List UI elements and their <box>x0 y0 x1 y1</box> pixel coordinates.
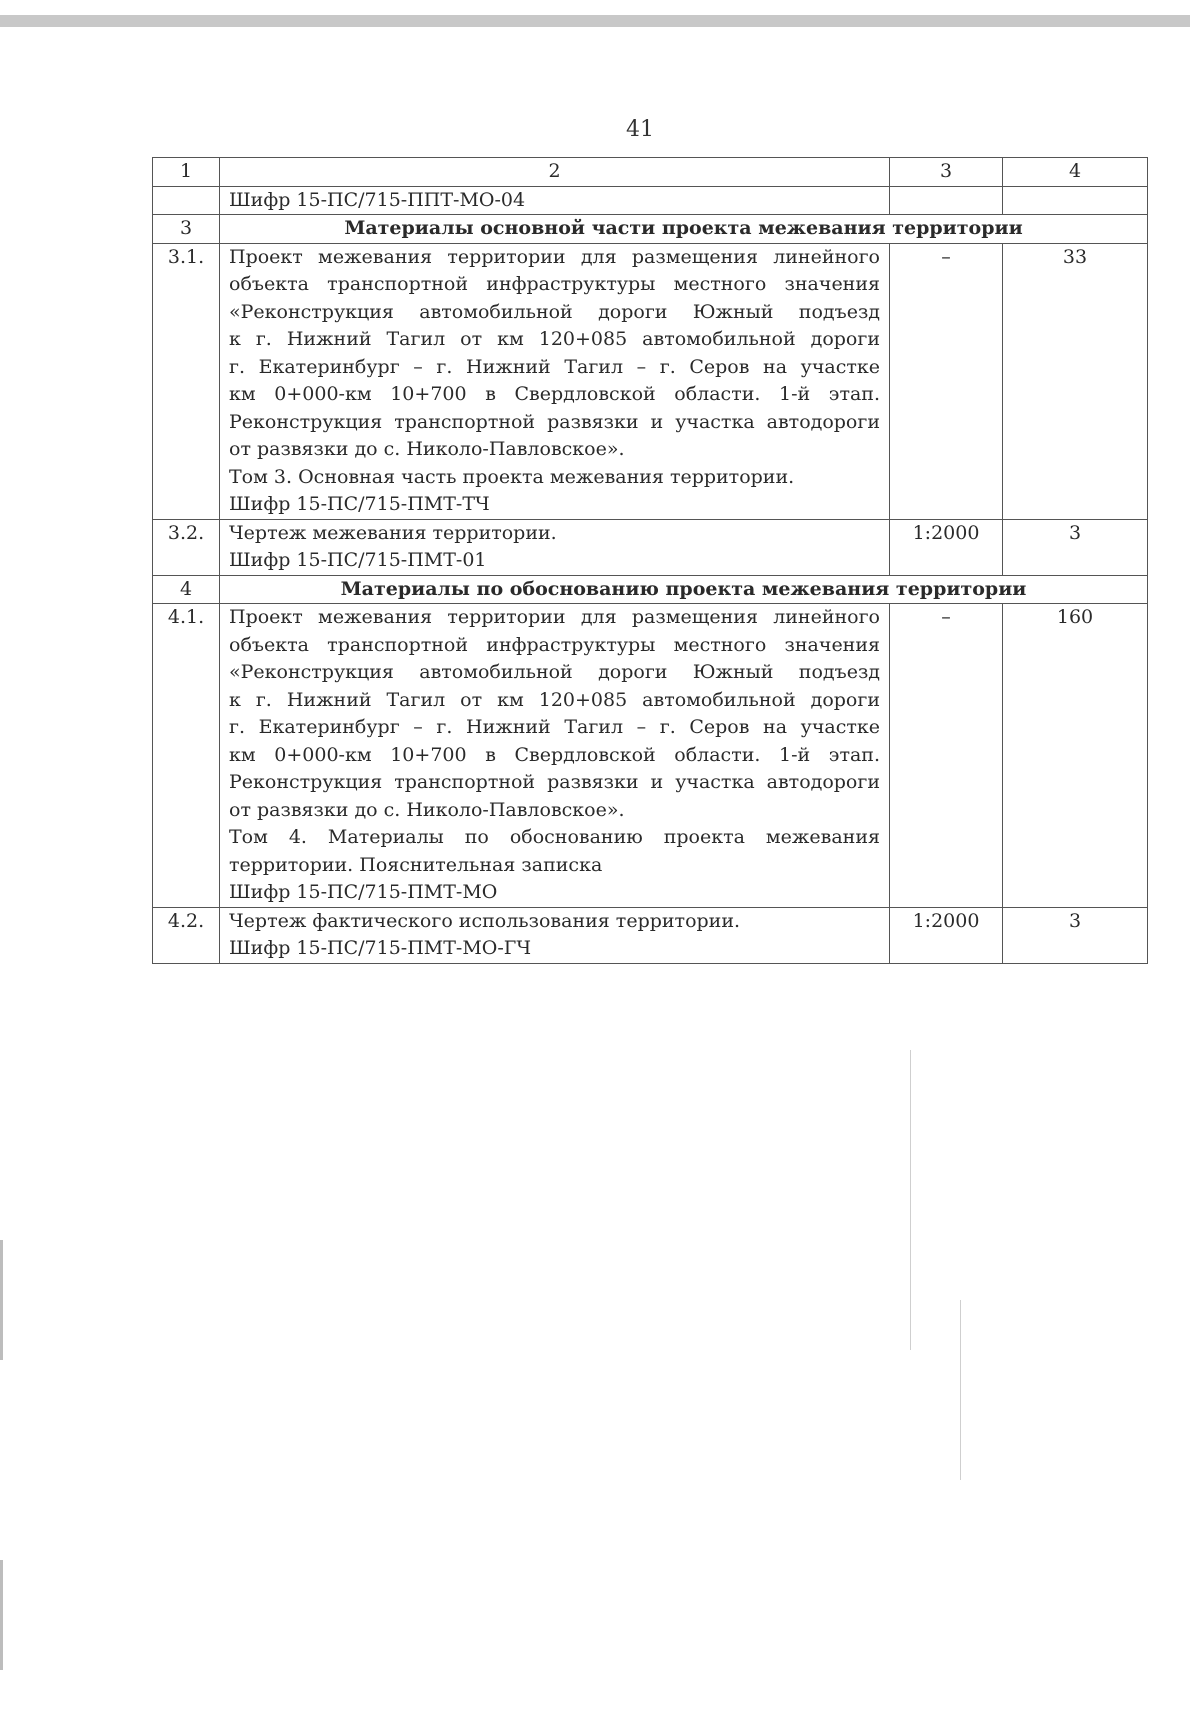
row-description-cell: Шифр 15-ПС/715-ППТ-МО-04 <box>220 186 890 215</box>
description-line: г. Екатеринбург – г. Нижний Тагил – г. Серов на участке <box>229 716 880 738</box>
table-row <box>153 519 1148 575</box>
description-line: «Реконструкция автомобильной дороги Южный подъезд <box>229 300 880 323</box>
row-scale-cell: – <box>890 604 1003 908</box>
section-header-row <box>153 575 1148 604</box>
description-line: от развязки до с. Николо-Павловское». <box>229 438 625 460</box>
header-cell: 3 <box>890 158 1003 187</box>
header-cell: 4 <box>1003 158 1148 187</box>
row-sheets-cell: 3 <box>1003 519 1148 575</box>
description-line: объекта транспортной инфраструктуры местного значения <box>229 633 880 656</box>
scan-artifact <box>960 1300 961 1480</box>
row-number-cell: 3.1. <box>153 243 220 519</box>
section-title: Материалы основной части проекта межевания территории <box>220 215 1148 244</box>
section-header-row <box>153 215 1148 244</box>
document-table <box>152 157 1148 964</box>
description-line: Шифр 15-ПС/715-ПМТ-МО <box>229 881 498 903</box>
row-scale-cell <box>890 186 1003 215</box>
description-line: г. Екатеринбург – г. Нижний Тагил – г. Серов на участке <box>229 355 880 378</box>
row-description-cell <box>220 243 890 519</box>
table-row <box>153 186 1148 215</box>
row-description-cell <box>220 907 890 963</box>
description-line: от развязки до с. Николо-Павловское». <box>229 798 625 821</box>
table-row <box>153 907 1148 963</box>
page-number: 41 <box>626 117 654 142</box>
description-line: Реконструкция транспортной развязки и участка автодороги <box>229 771 880 793</box>
scan-artifact <box>0 1240 3 1360</box>
description-line: к г. Нижний Тагил от км 120+085 автомобильной дороги <box>229 688 880 711</box>
description-line: территории. Пояснительная записка <box>229 853 603 876</box>
row-scale-cell: – <box>890 243 1003 519</box>
section-number: 4 <box>153 575 220 604</box>
row-number-cell: 3.2. <box>153 519 220 575</box>
description-line: Шифр 15-ПС/715-ПМТ-МО-ГЧ <box>229 937 532 959</box>
table-row <box>153 243 1148 519</box>
header-row <box>153 158 1148 187</box>
row-sheets-cell: 3 <box>1003 907 1148 963</box>
header-cell: 1 <box>153 158 220 187</box>
section-title: Материалы по обоснованию проекта межевания территории <box>220 575 1148 604</box>
description-line: Шифр 15-ПС/715-ПМТ-01 <box>229 549 487 571</box>
scan-artifact <box>910 1050 911 1350</box>
row-number-cell: 4.2. <box>153 907 220 963</box>
scan-top-edge <box>0 15 1190 27</box>
row-sheets-cell <box>1003 186 1148 215</box>
table-row <box>153 604 1148 908</box>
description-line: км 0+000-км 10+700 в Свердловской области. 1-й этап. <box>229 743 880 766</box>
description-line: Проект межевания территории для размещения линейного <box>229 606 880 628</box>
description-line: Том 3. Основная часть проекта межевания территории. <box>229 465 795 488</box>
row-description-cell <box>220 519 890 575</box>
description-line: Том 4. Материалы по обоснованию проекта межевания <box>229 826 880 848</box>
scan-artifact <box>0 1560 3 1670</box>
description-line: Чертеж межевания территории. <box>229 521 557 544</box>
description-line: объекта транспортной инфраструктуры местного значения <box>229 273 880 295</box>
description-line: к г. Нижний Тагил от км 120+085 автомобильной дороги <box>229 328 880 350</box>
row-scale-cell: 1:2000 <box>890 519 1003 575</box>
row-number-cell <box>153 186 220 215</box>
header-cell: 2 <box>220 158 890 187</box>
description-line: Реконструкция транспортной развязки и участка автодороги <box>229 410 880 433</box>
row-sheets-cell: 33 <box>1003 243 1148 519</box>
row-sheets-cell: 160 <box>1003 604 1148 908</box>
row-number-cell: 4.1. <box>153 604 220 908</box>
section-number: 3 <box>153 215 220 244</box>
description-line: Чертеж фактического использования территории. <box>229 909 741 932</box>
row-description-cell <box>220 604 890 908</box>
row-scale-cell: 1:2000 <box>890 907 1003 963</box>
description-line: Шифр 15-ПС/715-ПМТ-ТЧ <box>229 493 490 515</box>
description-line: Проект межевания территории для размещения линейного <box>229 245 880 268</box>
description-line: «Реконструкция автомобильной дороги Южный подъезд <box>229 661 880 683</box>
description-line: км 0+000-км 10+700 в Свердловской области. 1-й этап. <box>229 383 880 405</box>
